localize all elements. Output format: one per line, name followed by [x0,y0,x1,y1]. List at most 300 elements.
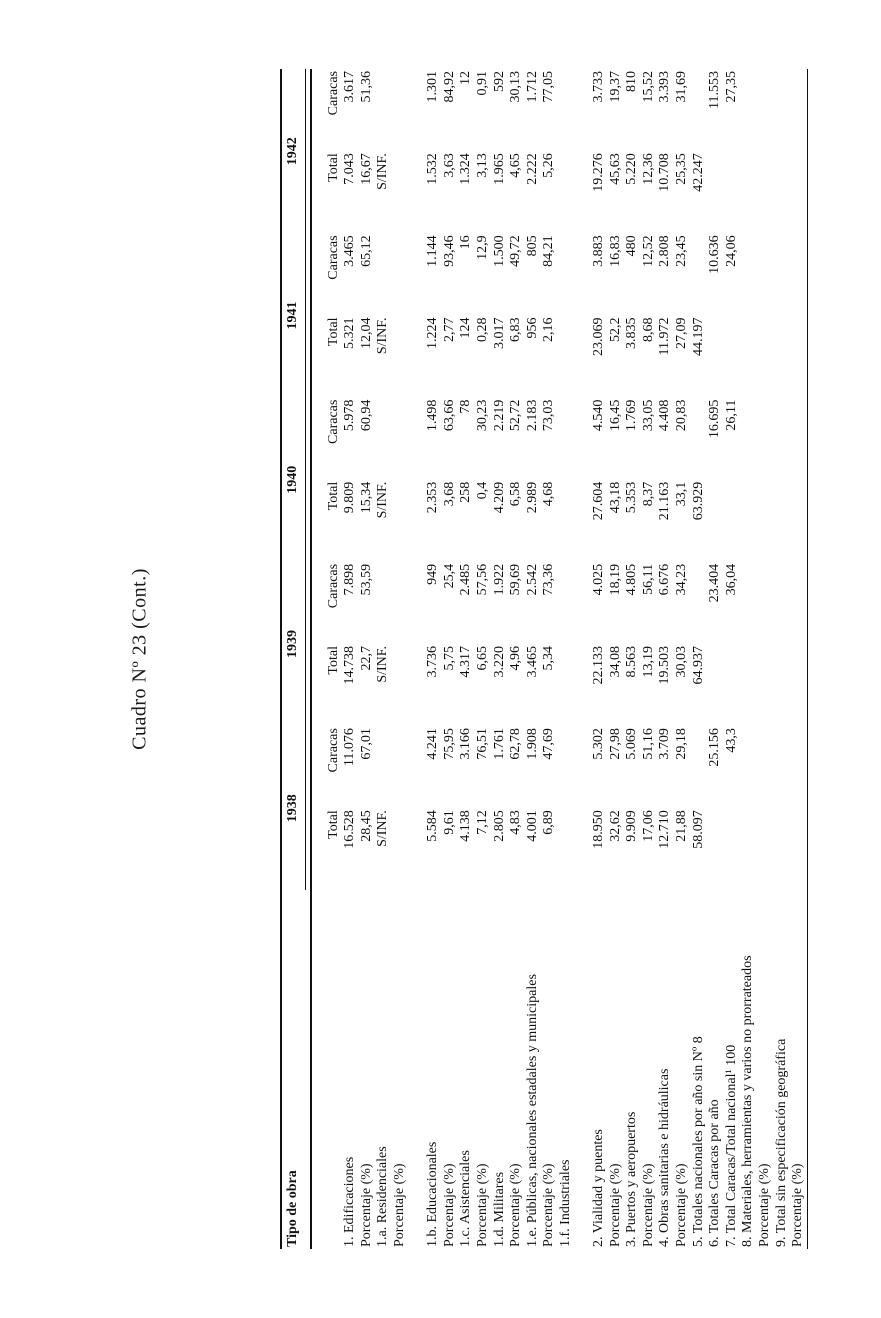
table-row [707,69,724,1249]
table-cell: 4.209 [491,481,507,514]
tipo-header: Tipo de obra [281,890,305,1249]
table-cell: 6,58 [508,481,524,507]
year-header-row [281,69,305,1249]
table-cell: 2.805 [491,810,507,842]
table-cell: 3,68 [441,481,457,507]
table-cell: 1.532 [425,153,441,185]
table-cell [375,398,392,480]
row-label: Porcentaje (%) [391,1163,407,1247]
table-cell [757,69,774,151]
table-cell: 2.353 [425,481,441,514]
table-cell [790,69,807,151]
subheader-caracas: Caracas [325,235,341,280]
table-cell [740,808,757,890]
table-cell: 592 [491,71,507,92]
table-row [541,69,558,1249]
table-cell: 2.808 [657,235,673,267]
table-cell: 31,69 [674,71,690,103]
table-row [774,69,791,1249]
table-cell [757,562,774,644]
table-cell: 58.097 [690,810,706,849]
table-cell: 11.553 [707,71,723,109]
table-cell: 7.898 [342,563,358,596]
table-cell [691,69,708,151]
table-cell [558,233,575,315]
table-cell: 9,61 [441,810,457,835]
table-cell: 63.929 [690,481,706,521]
table-row [724,69,741,1249]
table-cell: 5,75 [441,646,457,671]
table-cell: 15,52 [640,71,656,103]
table-cell: 14.738 [342,646,358,685]
table-cell: 4.805 [624,563,640,596]
table-cell: 3.733 [591,71,607,103]
row-label: 3. Puertos y aeropuertos [624,1111,640,1247]
table-cell: 3.393 [657,71,673,103]
table-cell: 49,72 [508,235,524,267]
row-label: Porcentaje (%) [640,1163,656,1247]
table-cell [392,398,409,480]
table-cell: 3.617 [342,71,358,103]
table-cell [724,480,741,562]
table-cell [790,808,807,890]
table-cell [790,151,807,233]
table-cell: 3.017 [491,317,507,350]
row-label: 1.d. Militares [491,1171,507,1247]
table-cell [774,69,791,151]
table-cell: 29,18 [674,728,690,760]
table-cell: 8,68 [640,317,656,343]
table-cell: 949 [425,563,441,585]
table-cell: 0,28 [474,317,490,343]
table-cell [790,316,807,398]
table-cell [740,480,757,562]
table-cell: 7.043 [342,153,358,185]
subheader-caracas: Caracas [325,728,341,773]
table-cell: 16.528 [342,810,358,849]
spacer-row [575,69,592,1249]
table-cell: 23.404 [707,563,723,603]
table-cell: 33,1 [674,481,690,507]
table-cell: 76,51 [474,728,490,760]
table-cell: 6.676 [657,563,673,596]
table-cell: 12,52 [640,235,656,267]
table-cell: 73,36 [541,563,557,596]
table-cell [558,151,575,233]
table-cell: 2.183 [524,399,540,432]
table-cell: 9.809 [342,481,358,514]
row-label: 2. Vialidad y puentes [591,1129,607,1247]
table-cell: 2.989 [524,481,540,514]
table-cell: 3,63 [441,153,457,178]
table-cell: 16,45 [607,399,623,432]
table-cell: 84,92 [441,71,457,103]
table-cell [740,398,757,480]
table-cell: 21,88 [674,810,690,842]
subheader-total: Total [325,481,341,511]
table-cell: 63,66 [441,399,457,432]
table-cell: 2.222 [524,153,540,185]
table-cell: 4,65 [508,153,524,178]
table-cell: 12 [458,71,474,85]
table-cell [740,316,757,398]
table-cell [774,808,791,890]
table-cell: 43,18 [607,481,623,514]
table-cell: 27,09 [674,317,690,350]
subheader-caracas: Caracas [325,563,341,609]
table-row [790,69,807,1249]
table-row [691,69,708,1249]
table-row [375,69,392,1249]
table-cell: 16.695 [707,399,723,439]
table-cell [707,316,724,398]
row-label: 1.b. Educacionales [425,1141,441,1247]
table-cell: 25.156 [707,728,723,767]
table-cell [790,398,807,480]
table-cell: 30,23 [474,399,490,432]
table-row [475,69,492,1249]
table-cell: 34,08 [607,646,623,678]
table-cell: 4.241 [425,728,441,760]
table-row [359,69,376,1249]
table-cell: 5.069 [624,728,640,760]
table-cell: 4,68 [541,481,557,507]
table-cell: 16,83 [607,235,623,267]
table-cell: 4.001 [524,810,540,842]
table-cell: 0,4 [474,481,490,500]
row-label: 1.e. Públicas, nacionales estadales y municipales [524,974,540,1247]
table-cell [392,562,409,644]
table-cell: 18,19 [607,563,623,596]
table-cell [375,233,392,315]
table-cell: 3.465 [342,235,358,267]
row-label: Porcentaje (%) [607,1163,623,1247]
year-header-1942: 1942 [281,69,305,233]
table-cell [724,151,741,233]
table-cell [790,726,807,808]
table-cell: 1.301 [425,71,441,103]
table-cell: 45,63 [607,153,623,185]
table-cell: 2,77 [441,317,457,343]
table-cell: 51,16 [640,728,656,760]
table-cell: 77,05 [541,71,557,103]
table-cell: 32,62 [607,810,623,842]
table-cell: 24,06 [723,235,739,267]
table-cell: 3.883 [591,235,607,267]
table-cell: 42.247 [690,153,706,192]
row-label: 6. Totales Caracas por año [707,1099,723,1247]
table-cell: 11.972 [657,317,673,356]
table-cell: 956 [524,317,540,339]
table-cell [558,316,575,398]
table-cell: 13,19 [640,646,656,678]
table-cell: 78 [458,399,474,414]
spacer-row [409,69,426,1249]
table-cell: 1.965 [491,153,507,185]
table-row [591,69,608,1249]
table-cell: 47,69 [541,728,557,760]
table-cell [774,151,791,233]
row-label: 5. Totales nacionales por año sin Nº 8 [690,1036,706,1247]
table-cell: 27,98 [607,728,623,760]
table-cell: 12,9 [474,235,490,260]
table-cell [392,233,409,315]
table-cell: 43,3 [723,728,739,753]
table-cell: 5.302 [591,728,607,760]
table-cell: 2,16 [541,317,557,343]
table-cell [774,398,791,480]
subheader-total: Total [325,646,341,675]
table-cell: 33,05 [640,399,656,432]
table-cell [757,726,774,808]
table-cell [707,480,724,562]
table-cell: 52,72 [508,399,524,432]
year-header-1941: 1941 [281,233,305,397]
table-cell: 62,78 [508,728,524,760]
table-row [624,69,641,1249]
table-cell: 34,23 [674,563,690,596]
table-cell: 810 [624,71,640,92]
table-row [458,69,475,1249]
row-label: Porcentaje (%) [441,1163,457,1247]
row-label: Porcentaje (%) [508,1163,524,1247]
row-label: 1.c. Asistenciales [458,1150,474,1247]
table-caption: Cuadro Nº 23 (Cont.) [128,568,151,750]
subheader-total: Total [325,317,341,347]
table-cell [707,151,724,233]
table-cell [392,151,409,233]
table-cell: 17,06 [640,810,656,842]
subheader-total: Total [325,153,341,182]
table-cell [691,726,708,808]
table-cell [392,726,409,808]
table-cell: 67,01 [358,728,374,760]
table-cell [558,808,575,890]
table-cell: 1.712 [524,71,540,103]
table-row [442,69,459,1249]
table-cell [558,398,575,480]
table-cell: 4,96 [508,646,524,671]
table-cell: 23.069 [591,317,607,357]
table-row [641,69,658,1249]
table-cell: 25,35 [674,153,690,185]
table-cell: 12,36 [640,153,656,185]
table-cell: 6,89 [541,810,557,835]
row-label: 8. Materiales, herramientas y varios no prorrateados [740,955,756,1247]
row-label: Porcentaje (%) [474,1163,490,1247]
row-label: Porcentaje (%) [674,1163,690,1247]
table-cell: 15,34 [358,481,374,514]
table-cell: 18.950 [591,810,607,849]
table-cell: 12,04 [358,317,374,350]
table-cell [740,726,757,808]
table-cell: 64.937 [690,646,706,685]
table-cell [558,726,575,808]
table-cell: 16,67 [358,153,374,185]
table-cell [691,562,708,644]
table-cell [757,398,774,480]
table-cell: 26,11 [723,399,739,431]
table-cell [691,398,708,480]
table-cell [757,151,774,233]
row-label: Porcentaje (%) [757,1163,773,1247]
table-row [740,69,757,1249]
table-cell: 3.709 [657,728,673,760]
table-cell: 53,59 [358,563,374,596]
table-cell: 30,03 [674,646,690,678]
table-cell: 0,91 [474,71,490,96]
table-cell: 4.540 [591,399,607,432]
table-cell: 23,45 [674,235,690,267]
table-cell: 6,65 [474,646,490,671]
table-cell: 51,36 [358,71,374,103]
table-cell: 20,83 [674,399,690,432]
table-cell: 5.978 [342,399,358,432]
table-cell: 3.465 [524,646,540,678]
table-cell [774,726,791,808]
table-cell: 4.408 [657,399,673,432]
table-cell [774,316,791,398]
table-cell: 5,26 [541,153,557,178]
table-cell: S/INF. [375,153,391,190]
rotated-table-container [280,69,881,1249]
data-table [280,69,808,1249]
table-row [674,69,691,1249]
year-header-1938: 1938 [281,726,305,890]
table-cell [790,480,807,562]
table-cell [558,480,575,562]
table-cell: 93,46 [441,235,457,267]
table-cell: 124 [458,317,474,339]
table-row [425,69,442,1249]
table-cell: 12.710 [657,810,673,849]
table-cell: 7,12 [474,810,490,835]
table-cell: 9.909 [624,810,640,842]
table-cell [757,233,774,315]
table-cell [392,644,409,726]
table-cell: 2.542 [524,563,540,596]
table-cell: S/INF. [375,317,391,355]
table-cell: 1.769 [624,399,640,432]
table-cell [790,562,807,644]
table-body [311,69,808,1249]
table-cell: 4,83 [508,810,524,835]
table-cell: S/INF. [375,646,391,683]
table-cell: 3.166 [458,728,474,760]
subheader-total: Total [325,810,341,839]
table-cell [724,644,741,726]
table-cell [691,233,708,315]
table-cell: 36,04 [723,563,739,596]
row-label: Porcentaje (%) [358,1163,374,1247]
year-header-1940: 1940 [281,398,305,562]
table-cell [740,562,757,644]
table-cell [790,644,807,726]
table-cell: 1.324 [458,153,474,185]
table-cell: 3.835 [624,317,640,350]
table-cell [774,480,791,562]
table-cell: 1.908 [524,728,540,760]
table-row [657,69,674,1249]
row-label: 1. Edificaciones [342,1156,358,1247]
table-cell: 52,2 [607,317,623,343]
table-cell [774,644,791,726]
row-label: Porcentaje (%) [541,1163,557,1247]
table-cell: 1.498 [425,399,441,432]
table-cell [392,808,409,890]
table-cell: 480 [624,235,640,257]
table-cell: 4.138 [458,810,474,842]
table-cell [724,808,741,890]
table-cell [558,69,575,151]
table-cell: S/INF. [375,481,391,519]
table-cell: 75,95 [441,728,457,760]
table-cell [707,808,724,890]
table-cell: 2.219 [491,399,507,432]
table-cell: 56,11 [640,563,656,595]
table-cell: 5.353 [624,481,640,514]
table-cell: 57,56 [474,563,490,596]
table-cell: 258 [458,481,474,503]
table-cell [740,151,757,233]
table-cell: 73,03 [541,399,557,432]
row-label: 1.f. Industriales [557,1159,573,1247]
table-cell: 19,37 [607,71,623,103]
table-cell: 65,12 [358,235,374,267]
row-label: Porcentaje (%) [790,890,807,1249]
table-cell: 3,13 [474,153,490,178]
year-header-1939: 1939 [281,562,305,726]
table-cell: 5.321 [342,317,358,350]
table-cell: 1.224 [425,317,441,350]
table-cell: 5.584 [425,810,441,842]
subheader-caracas: Caracas [325,71,341,116]
table-cell: 4.317 [458,646,474,678]
table-cell: 84,21 [541,235,557,267]
table-cell [392,316,409,398]
table-cell: 25,4 [441,563,457,589]
table-cell: 6,83 [508,317,524,343]
table-cell [774,233,791,315]
table-row [558,69,575,1249]
table-cell: 21.163 [657,481,673,521]
table-row [492,69,509,1249]
table-row [757,69,774,1249]
table-cell: 3.736 [425,646,441,678]
table-row [508,69,525,1249]
table-cell [375,562,392,644]
table-cell [558,562,575,644]
table-row [392,69,409,1249]
table-cell: 19.276 [591,153,607,192]
table-cell [757,644,774,726]
table-cell [774,562,791,644]
table-cell: 60,94 [358,399,374,432]
table-row [342,69,359,1249]
table-cell: 10.636 [707,235,723,274]
table-cell: 8.563 [624,646,640,678]
table-cell: 3.220 [491,646,507,678]
table-cell: S/INF. [375,810,391,847]
table-cell: 2.485 [458,563,474,596]
subheader-caracas: Caracas [325,399,341,444]
table-cell: 27.604 [591,481,607,521]
table-cell: 19.503 [657,646,673,685]
row-label: 4. Obras sanitarias e hidráulicas [657,1068,673,1247]
row-label: 1.a. Residenciales [375,1146,391,1247]
row-label: 9. Total sin especificación geográfica [773,1038,789,1247]
table-cell: 27,35 [723,71,739,103]
